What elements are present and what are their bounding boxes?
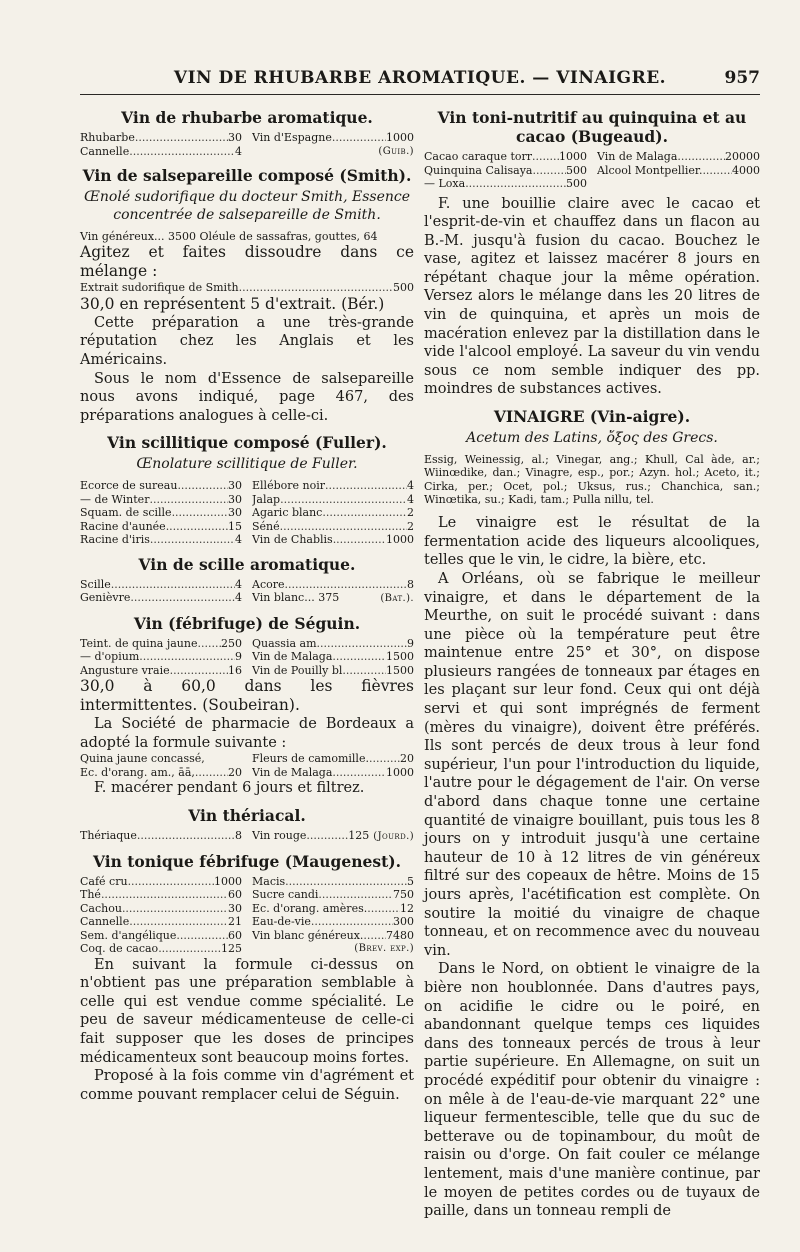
ingredient-name: Extrait sudorifique de Smith (80, 281, 239, 295)
source-reference: (Guib.) (378, 145, 414, 157)
ingredient-name: Cacao caraque torr (424, 150, 533, 163)
ingredient-row (80, 875, 414, 889)
paragraph: Le vinaigre est le résultat de la fermentation acide des liqueurs alcooliques, telles que le vin, le cidre, la bière, etc. (424, 515, 760, 569)
ingredient-qty: 16 (228, 663, 242, 677)
source-reference: (Brev. exp.) (354, 943, 414, 955)
ingredient-name: Cachou (80, 901, 122, 915)
ingredient-qty: 500 (566, 163, 587, 177)
ingredient-row (80, 637, 414, 651)
leader-dots (332, 766, 386, 780)
ingredient-name: Quinquina Calisaya (424, 163, 533, 177)
ingredient-qty: 4 (235, 533, 242, 547)
ingredient-row (80, 591, 414, 606)
ingredient-qty: 125 (221, 942, 242, 956)
ingredient-cell (252, 915, 414, 929)
ingredient-name: — Loxa (424, 177, 466, 190)
ingredient-name: Coq. de cacao (80, 942, 159, 956)
ingredient-name: Racine d'iris (80, 533, 150, 547)
ingredient-cell (80, 479, 242, 493)
leader-dots (111, 578, 235, 592)
ingredient-cell (597, 177, 760, 191)
ingredient-cell (80, 829, 242, 844)
section-title: Vin de rhubarbe aromatique. (121, 108, 373, 127)
ingredient-qty: 500 (393, 281, 414, 295)
leader-dots (317, 637, 407, 651)
leader-dots (285, 578, 408, 592)
ingredient-row (80, 479, 414, 493)
leader-dots (322, 506, 407, 520)
ingredient-cell (80, 493, 242, 507)
leader-dots (280, 520, 407, 534)
ingredient-cell (80, 578, 242, 592)
ingredient-qty: 1000 (214, 874, 242, 888)
ingredient-qty: 750 (393, 888, 414, 902)
ingredient-name: Agaric blanc (252, 506, 323, 520)
ingredient-qty: 1000 (386, 131, 414, 144)
ingredient-cell (80, 650, 242, 664)
ingredient-qty: 30 (228, 506, 242, 520)
leader-dots (139, 650, 235, 664)
leader-dots (677, 150, 725, 164)
ingredient-cell (252, 829, 414, 844)
leader-dots (137, 829, 235, 843)
ingredient-cell (80, 533, 242, 547)
running-title: VIN DE RHUBARBE AROMATIQUE. — VINAIGRE. (173, 68, 667, 88)
ingredient-name: Thériaque (80, 829, 137, 843)
ingredient-row (80, 929, 414, 943)
ingredient-qty: 8 (407, 577, 414, 591)
paragraph: A Orléans, où se fabrique le meilleur vinaigre, et dans le département de la Meurthe, on suit le procédé suivant : dans une pièce où la température peut être maintenue entre 25° et 30°, on dispose plusieurs rangées de tonneaux par étages en les plaçant sur leur fond. Ceux qui ont déjà servi et qui sont imprégnés de ferment (mères du vinaigre), doivent être préférés. Ils sont percés de deux trous à leur fond supérieur, l'un pour l'introduction du liquide, l'autre pour le dégagement de l'air. On verse d'abord dans chaque tonne une certaine quantité de vinaigre bouillant, puis tous les 8 jours on y introduit jusqu'à une certaine hauteur de 10 à 12 litres de vin généreux filtré sur des copeaux de hêtre. Moins de 15 jours après, l'acétification est complète. On soutire la moitié du vinaigre de chaque tonneau, et on recommence avec du nouveau vin. (424, 570, 760, 959)
ingredient-cell (80, 145, 242, 159)
running-head (80, 64, 760, 95)
ingredient-qty: 60 (228, 928, 242, 942)
ingredient-name: Sucre candi (252, 888, 319, 902)
ingredient-name: Quina jaune concassé, (80, 752, 205, 766)
ingredient-cell (252, 664, 414, 678)
paragraph: Dans le Nord, on obtient le vinaigre de la bière non houblonnée. Dans d'autres pays, on acidifie le cidre ou le poiré, en abandonnant quelque temps ces liquides dans des tonneaux percés de trous à leur partie supérieure. En Allemagne, on suit un procédé expéditif pour obtenir du vinaigre : on mêle à de l'eau-de-vie marquant 22° une liqueur fermentescible, telle que du suc de betterave ou de topinambour, du moût de raisin ou d'orge. On fait couler ce mélange lentement, mais d'une manière continue, par le moyen de petites cordes ou de tuyaux de paille, dans un tonneau rempli de (424, 961, 760, 1220)
synonyms-list: Essig, Weinessig, al.; Vinegar, ang.; Khull, Cal àde, ar.; Wiinœdike, dan.; Vinagre, esp., por.; Azyn. hol.; Aceto, it.; Cirka, per.; Ocet, pol.; Uksus, rus.; Chanchica, san.; Winœtika, su.; Kadi, tam.; Pulla nillu, tel. (424, 452, 760, 506)
leader-dots (101, 888, 228, 902)
ingredient-row (80, 578, 414, 592)
ingredient-name: Ec. d'orang. amères. (252, 901, 368, 915)
leader-dots (532, 150, 559, 164)
ingredient-qty: 1000 (559, 150, 587, 163)
ingredient-table (80, 578, 414, 606)
paragraph: Agitez et faites dissoudre dans ce mélange : (80, 243, 414, 281)
ingredient-row (80, 664, 414, 678)
ingredient-name: Scille (80, 577, 111, 591)
paragraph: 30,0 à 60,0 dans les fièvres intermittentes. (Soubeiran). (80, 677, 414, 715)
ingredient-cell (597, 150, 760, 164)
leader-dots (150, 533, 235, 547)
section-title: Vin thériacal. (188, 806, 306, 826)
leader-dots (280, 493, 407, 507)
ingredient-line: Vin généreux... 3500 Oléule de sassafras, gouttes, 64 (80, 229, 378, 243)
leader-dots (170, 664, 228, 678)
ingredient-cell (80, 664, 242, 678)
ingredient-qty: 20000 (725, 150, 760, 163)
ingredient-name: — d'opium (80, 650, 140, 664)
ingredient-name: Vin blanc... 375 (252, 591, 340, 605)
source-reference: (Jourd.) (373, 831, 414, 843)
section-subtitle: Acetum des Latins, ὄξος des Grecs. (466, 430, 718, 447)
ingredient-cell (80, 942, 242, 956)
ingredient-table (424, 150, 760, 191)
ingredient-cell (252, 942, 414, 956)
ingredient-name: Alcool Montpellier. (597, 163, 703, 177)
paragraph: Cette préparation a une très-grande réputation chez les Anglais et les Américains. (80, 314, 414, 368)
ingredient-cell (80, 915, 242, 929)
ingredient-cell (80, 281, 414, 295)
ingredient-cell (252, 637, 414, 651)
leader-dots (158, 942, 221, 956)
ingredient-qty: 500 (566, 177, 587, 190)
ingredient-name: Fleurs de camomille. (252, 752, 369, 766)
leader-dots (369, 752, 400, 766)
ingredient-cell (252, 533, 414, 547)
ingredient-qty: 4 (407, 479, 414, 493)
ingredient-cell (252, 479, 414, 493)
ingredient-qty: 4 (407, 492, 414, 506)
ingredient-name: — de Winter (80, 492, 150, 506)
ingredient-cell (252, 145, 414, 159)
ingredient-name: Ellébore noir (252, 479, 325, 493)
leader-dots (130, 591, 235, 605)
section-title: Vin scillitique composé (Fuller). (107, 433, 387, 453)
ingredient-name: Séné (252, 519, 280, 533)
ingredient-cell (80, 520, 242, 534)
ingredient-cell (80, 766, 242, 780)
ingredient-qty: 2 (407, 519, 414, 533)
leader-dots (702, 164, 732, 178)
ingredient-cell (252, 875, 414, 889)
leader-dots (532, 164, 566, 178)
ingredient-table (80, 752, 414, 779)
ingredient-name: Acore (252, 577, 285, 591)
ingredient-cell (252, 493, 414, 507)
ingredient-name: Vin d'Espagne (252, 131, 332, 144)
ingredient-cell (80, 131, 242, 145)
ingredient-qty: 12 (400, 901, 414, 915)
ingredient-row (80, 752, 414, 766)
ingredient-qty: 250 (221, 636, 242, 650)
ingredient-qty: 300 (393, 915, 414, 929)
ingredient-qty: 125 (348, 829, 370, 843)
ingredient-table (80, 479, 414, 547)
leader-dots (325, 479, 407, 493)
ingredient-qty: 9 (407, 636, 414, 650)
ingredient-row (80, 888, 414, 902)
section-title: VINAIGRE (Vin-aigre). (493, 407, 691, 427)
ingredient-name: Vin blanc généreux. (252, 928, 364, 942)
ingredient-name: Vin de Malaga (252, 650, 333, 664)
paragraph: La Société de pharmacie de Bordeaux a adopté la formule suivante : (80, 716, 414, 751)
ingredient-table (80, 637, 414, 678)
left-column (80, 100, 414, 1104)
ingredient-name: Angusture vraie (80, 663, 170, 677)
ingredient-row (80, 506, 414, 520)
ingredient-cell (252, 650, 414, 664)
ingredient-row (80, 915, 414, 929)
leader-dots (367, 902, 400, 916)
ingredient-name: Macis (252, 874, 286, 888)
ingredient-name: Squam. de scille (80, 506, 172, 520)
ingredient-name: Thé (80, 888, 101, 902)
ingredient-cell (80, 929, 242, 943)
leader-dots (128, 875, 214, 889)
ingredient-cell (252, 131, 414, 145)
ingredient-cell (252, 578, 414, 592)
ingredient-qty: 2 (407, 506, 414, 520)
ingredient-row (80, 520, 414, 534)
ingredient-qty: 1000 (386, 765, 414, 779)
leader-dots (285, 875, 407, 889)
ingredient-cell (252, 902, 414, 916)
leader-dots (129, 915, 228, 929)
section-title: Vin de scille aromatique. (138, 554, 356, 574)
leader-dots (135, 131, 228, 145)
ingredient-qty: 9 (235, 650, 242, 664)
ingredient-name: Cannelle (80, 915, 130, 929)
ingredient-row (80, 902, 414, 916)
ingredient-qty: 4000 (732, 163, 760, 177)
ingredient-name: Genièvre (80, 591, 131, 605)
leader-dots (166, 520, 228, 534)
ingredient-qty: 7480 (386, 928, 414, 942)
ingredient-qty: 8 (235, 829, 242, 843)
leader-dots (363, 929, 386, 943)
page-number: 957 (724, 68, 760, 88)
leader-dots (172, 506, 228, 520)
ingredient-name: Eau-de-vie (252, 915, 311, 929)
ingredient-row (424, 177, 760, 191)
leader-dots (465, 177, 566, 191)
ingredient-row (80, 650, 414, 664)
ingredient-name: Jalap (252, 492, 281, 506)
ingredient-cell (252, 520, 414, 534)
leader-dots (129, 145, 235, 159)
leader-dots (342, 664, 386, 678)
paragraph: F. macérer pendant 6 jours et filtrez. (94, 780, 365, 797)
ingredient-cell (252, 929, 414, 943)
leader-dots (149, 493, 228, 507)
ingredient-cell (80, 888, 242, 902)
source-reference: (Bat.). (380, 593, 414, 605)
ingredient-cell (80, 902, 242, 916)
leader-dots (306, 829, 348, 843)
ingredient-qty: 60 (228, 888, 242, 902)
ingredient-qty: 4 (235, 591, 242, 605)
ingredient-row (424, 164, 760, 178)
paragraph: F. une bouillie claire avec le cacao et l'esprit-de-vin et chauffez dans un flacon au B.-M. jusqu'à fusion du cacao. Bouchez le vase, agitez et laissez macérer 8 jours en répétant chaque jour la même opération. Versez alors le mélange dans les 20 litres de vin de quinquina, et après un mois de macération enlevez par la distillation dans le vide l'alcool employé. La saveur du vin vendu sous ce nom semble indiquer des pp. moindres de substances actives. (424, 195, 760, 398)
leader-dots (122, 902, 228, 916)
paragraph: 30,0 en représentent 5 d'extrait. (Bér.) (80, 294, 385, 313)
section-title: Vin tonique fébrifuge (Maugenest). (92, 851, 402, 871)
leader-dots (332, 131, 386, 145)
ingredient-cell (252, 506, 414, 520)
ingredient-name: Teint. de quina jaune (80, 636, 198, 650)
ingredient-cell (424, 164, 587, 178)
leader-dots (198, 637, 222, 651)
leader-dots (195, 766, 228, 780)
section-title: Vin (fébrifuge) de Séguin. (133, 613, 361, 633)
ingredient-qty: 30 (228, 131, 242, 144)
ingredient-qty: 20 (228, 765, 242, 779)
ingredient-row (80, 942, 414, 956)
ingredient-cell (80, 875, 242, 889)
ingredient-qty: 20 (400, 752, 414, 766)
ingredient-qty: 4 (235, 144, 242, 158)
ingredient-qty: 30 (228, 901, 242, 915)
ingredient-name: Sem. d'angélique (80, 928, 177, 942)
ingredient-name: Racine d'aunée (80, 519, 166, 533)
section-title: Vin toni-nutritif au quinquina et au cacao (Bugeaud). (437, 108, 747, 146)
paragraph: Proposé à la fois comme vin d'agrément et comme pouvant remplacer celui de Séguin. (80, 1068, 414, 1103)
ingredient-cell (80, 591, 242, 606)
ingredient-cell (252, 752, 414, 766)
ingredient-row (80, 145, 414, 159)
ingredient-row (80, 281, 414, 295)
leader-dots (318, 888, 393, 902)
ingredient-qty: 30 (228, 479, 242, 493)
ingredient-line (80, 281, 414, 295)
section-subtitle: Œnolé sudorifique du docteur Smith, Essence concentrée de salsepareille de Smith. (83, 189, 411, 223)
ingredient-cell (80, 752, 242, 766)
ingredient-name: Quassia am (252, 636, 317, 650)
ingredient-row (80, 766, 414, 780)
ingredient-name: Rhubarbe (80, 131, 135, 144)
ingredient-row (80, 131, 414, 145)
ingredient-name: Cannelle (80, 144, 130, 158)
leader-dots (177, 479, 228, 493)
ingredient-cell (80, 506, 242, 520)
leader-dots (176, 929, 228, 943)
ingredient-row (80, 533, 414, 547)
ingredient-name: Vin de Chablis (252, 533, 333, 547)
ingredient-name: Vin de Malaga (597, 150, 678, 163)
ingredient-cell (252, 888, 414, 902)
section-title: Vin de salsepareille composé (Smith). (82, 166, 412, 185)
leader-dots (332, 650, 386, 664)
ingredient-cell (80, 637, 242, 651)
paragraph: Sous le nom d'Essence de salsepareille nous avons indiqué, page 467, des préparations analogues à celle-ci. (80, 370, 414, 424)
ingredient-cell (252, 766, 414, 780)
ingredient-name: Café cru (80, 874, 128, 888)
ingredient-cell (424, 177, 587, 191)
leader-dots (239, 281, 393, 295)
ingredient-name: Ec. d'orang. am., āā, (80, 765, 195, 779)
leader-dots (333, 533, 386, 547)
ingredient-qty: 1000 (386, 533, 414, 547)
leader-dots (311, 915, 393, 929)
ingredient-row (80, 829, 414, 844)
ingredient-qty: 30 (228, 492, 242, 506)
ingredient-table (80, 875, 414, 956)
section-subtitle: Œnolature scillitique de Fuller. (136, 456, 358, 473)
ingredient-name: Vin rouge (252, 829, 307, 843)
ingredient-qty: 1500 (386, 663, 414, 677)
ingredient-name: Ecorce de sureau (80, 479, 178, 493)
ingredient-qty: 4 (235, 577, 242, 591)
ingredient-table (80, 131, 414, 158)
right-column (424, 100, 760, 1221)
ingredient-qty: 15 (228, 519, 242, 533)
ingredient-cell (252, 591, 414, 606)
ingredient-name: Vin de Pouilly bl (252, 663, 343, 677)
ingredient-qty: 5 (407, 874, 414, 888)
ingredient-row (424, 150, 760, 164)
ingredient-row (80, 493, 414, 507)
ingredient-name: Vin de Malaga (252, 765, 333, 779)
ingredient-cell (424, 150, 587, 164)
ingredient-qty: 21 (228, 915, 242, 929)
ingredient-table (80, 829, 414, 844)
ingredient-qty: 1500 (386, 650, 414, 664)
ingredient-cell (597, 164, 760, 178)
paragraph: En suivant la formule ci-dessus on n'obtient pas une préparation semblable à celle qui est vendue comme spécialité. Le peu de saveur médicamenteuse de celle-ci fait supposer que les doses de principes médicamenteux sont beaucoup moins fortes. (80, 956, 414, 1066)
